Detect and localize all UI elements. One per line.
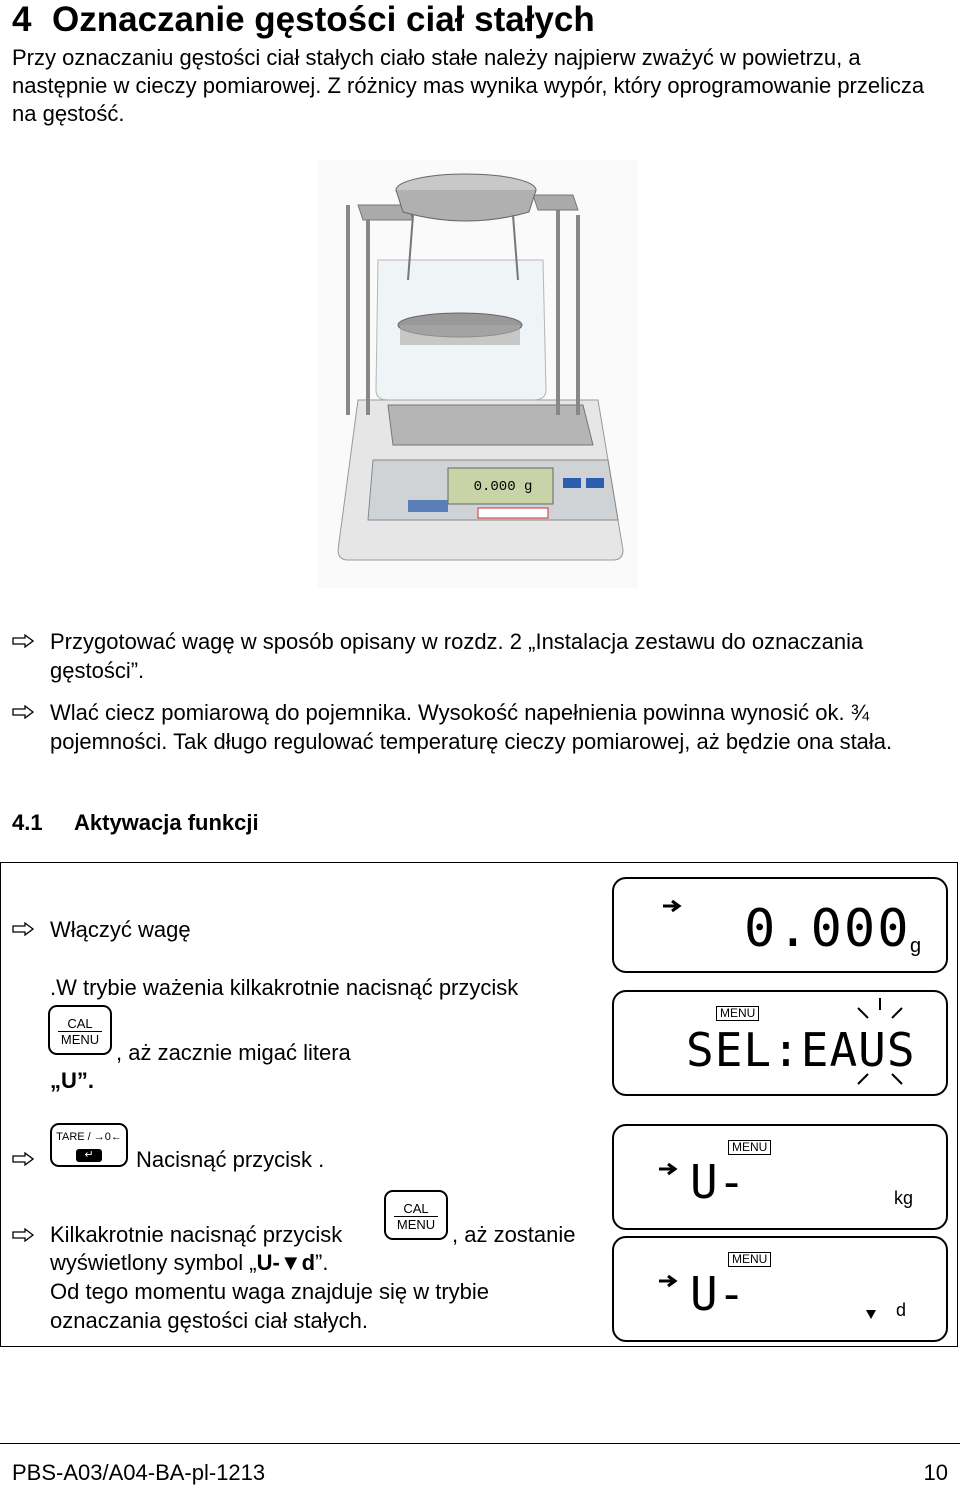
step-until-blinks: , aż zacznie migać litera [116, 1040, 351, 1065]
u-value: U- [690, 1155, 746, 1209]
menu-label: MENU [58, 1031, 102, 1047]
stable-arrow-icon [662, 899, 684, 913]
unit-kg: kg [894, 1188, 914, 1208]
balance-photo [318, 160, 638, 588]
step-mode-line2: oznaczania gęstości ciał stałych. [50, 1308, 368, 1333]
tare-label: TARE / →0← [56, 1131, 122, 1143]
menu-label: MENU [394, 1216, 438, 1232]
step-press-tare: Nacisnąć przycisk . [136, 1147, 325, 1172]
footer-divider [0, 1443, 960, 1444]
display-menu-sel [612, 990, 948, 1096]
stable-arrow-icon [658, 1162, 680, 1176]
section-number: 4 [12, 0, 32, 39]
footer-doc-id: PBS-A03/A04-BA-pl-1213 [12, 1460, 266, 1485]
arrow-icon [12, 634, 34, 648]
weight-unit: g [910, 935, 922, 957]
arrow-icon [12, 705, 34, 719]
step-symbol-line: wyświetlony symbol „U-▼d”. [50, 1250, 329, 1275]
section-title: 4 Oznaczanie gęstości ciał stałych [12, 0, 595, 39]
symbol-u-d: U-▼d [256, 1250, 316, 1275]
cal-label: CAL [67, 1016, 93, 1031]
step-until-shown: , aż zostanie [452, 1222, 576, 1247]
intro-paragraph: Przy oznaczaniu gęstości ciał stałych ciało stałe należy najpierw zważyć w powietrzu, a następnie w cieczy pomiarowej. Z różnicy mas wynika wypór, który oprogramowanie przelicza na gęstość. [12, 45, 925, 126]
footer-page-number: 10 [923, 1460, 948, 1485]
display-weighing [612, 877, 948, 973]
step-mode-line1: Od tego momentu waga znajduje się w trybie [50, 1279, 490, 1304]
enter-icon: ↵ [76, 1149, 102, 1162]
sel-value: SEL:EAUS [686, 1023, 916, 1077]
cal-menu-key-2 [384, 1190, 448, 1240]
tare-key [50, 1123, 128, 1167]
blink-icon [850, 996, 910, 1096]
weight-value: 0.000 [744, 899, 911, 959]
menu-badge: MENU [728, 1252, 771, 1267]
cal-menu-key [48, 1005, 112, 1055]
letter-u: „U”. [50, 1068, 94, 1093]
subsection-title: 4.1 Aktywacja funkcji [12, 808, 259, 838]
arrow-icon [12, 922, 34, 936]
triangle-down-icon [866, 1310, 876, 1320]
u-value: U- [690, 1267, 746, 1321]
step-pour-liquid: Wlać ciecz pomiarową do pojemnika. Wysokość napełnienia powinna wynosić ok. ¾ pojemności. Tak długo regulować temperaturę cieczy pomiarowej, aż będzie ona stała. [50, 700, 893, 754]
arrow-icon [12, 1152, 34, 1166]
display-u-d [612, 1236, 948, 1342]
display-u-kg [612, 1124, 948, 1230]
step-press-cal-text: .W trybie ważenia kilkakrotnie nacisnąć przycisk [50, 975, 519, 1000]
step-power-on: Włączyć wagę [50, 917, 191, 942]
svg-text:0.000 g: 0.000 g [473, 479, 533, 495]
menu-badge: MENU [716, 1006, 759, 1021]
arrow-icon [12, 1228, 34, 1242]
menu-badge: MENU [728, 1140, 771, 1155]
step-press-cal-again: Kilkakrotnie nacisnąć przycisk [50, 1222, 343, 1247]
stable-arrow-icon [658, 1274, 680, 1288]
cal-label: CAL [403, 1201, 429, 1216]
step-prepare: Przygotować wagę w sposób opisany w rozdz. 2 „Instalacja zestawu do oznaczania gęstości”. [50, 629, 864, 683]
unit-d: d [896, 1300, 907, 1320]
subsection-number: 4.1 [12, 810, 43, 835]
